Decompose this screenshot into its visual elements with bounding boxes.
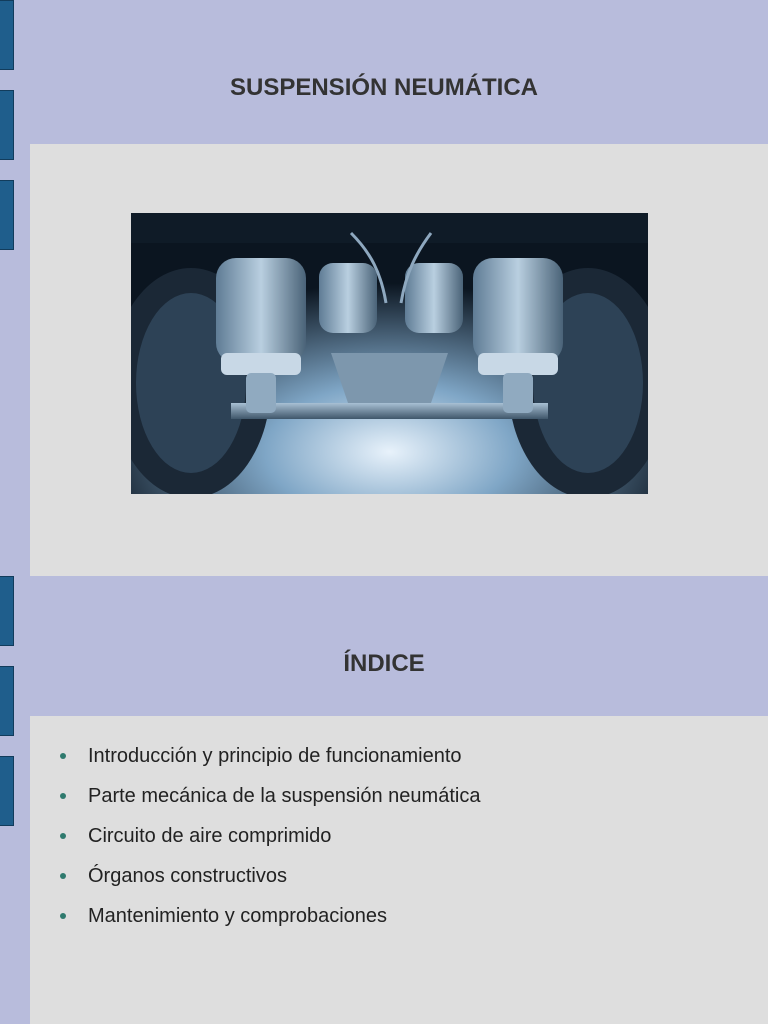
content-panel <box>30 716 768 1024</box>
list-item-label: Parte mecánica de la suspensión neumática <box>88 784 481 807</box>
bullet-icon <box>60 913 66 919</box>
index-list <box>60 736 480 936</box>
bullet-icon <box>60 753 66 759</box>
list-item-label: Mantenimiento y comprobaciones <box>88 904 388 927</box>
side-tab-decoration <box>0 576 14 646</box>
side-tab-decoration <box>0 0 14 70</box>
list-item-label: Circuito de aire comprimido <box>88 824 332 847</box>
slide-title: ÍNDICE <box>343 650 425 677</box>
side-tab-decoration <box>0 180 14 250</box>
list-item-label: Introducción y principio de funcionamiento <box>88 744 462 767</box>
bullet-icon <box>60 793 66 799</box>
air-suspension-photo <box>131 213 648 494</box>
slide-title: SUSPENSIÓN NEUMÁTICA <box>229 74 539 101</box>
list-item <box>60 856 480 896</box>
content-panel <box>30 144 768 576</box>
list-item <box>60 736 480 776</box>
bullet-icon <box>60 833 66 839</box>
side-tab-decoration <box>0 756 14 826</box>
list-item-label: Órganos constructivos <box>88 864 287 887</box>
slide-2 <box>0 576 768 1024</box>
list-item <box>60 896 480 936</box>
bullet-icon <box>60 873 66 879</box>
list-item <box>60 816 480 856</box>
list-item <box>60 776 480 816</box>
